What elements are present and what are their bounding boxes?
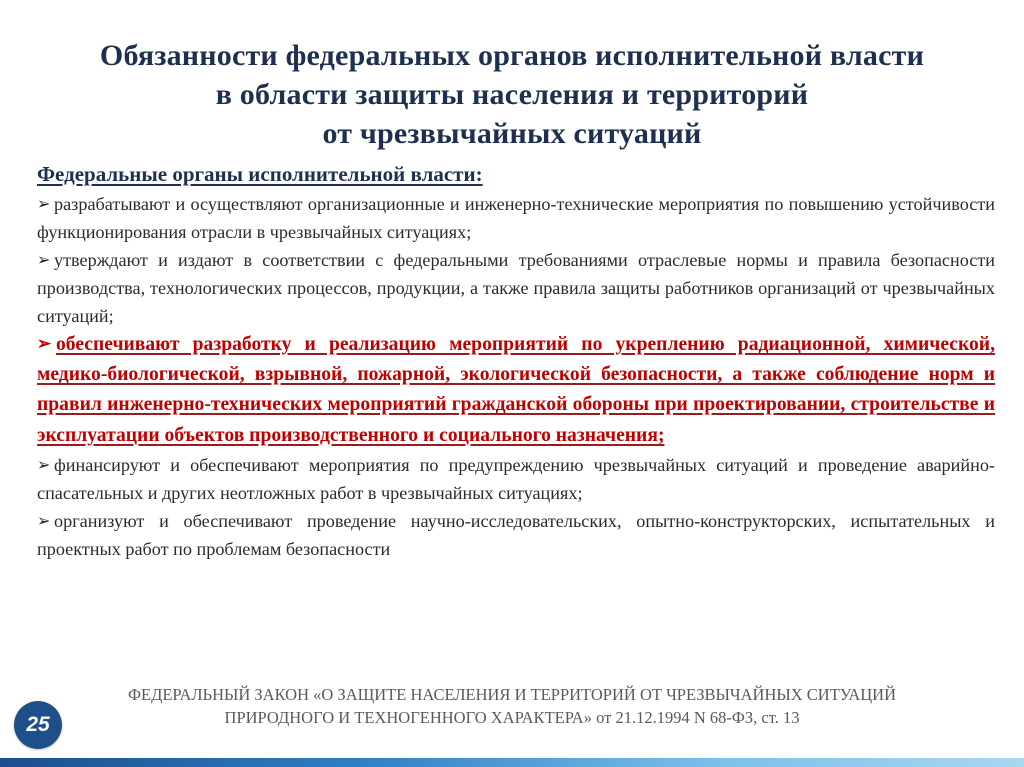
section-subheading: Федеральные органы исполнительной власти: <box>37 162 483 186</box>
list-item-text: обеспечивают разработку и реализацию мероприятий по укреплению радиационной, химической, медико-биологической, взрывной, пожарной, экологической безопасности, а также соблюдение норм и правил инженерно-технических мероприятий гражданской обороны при проектировании, строительстве и эксплуатации объектов производственного и социального назначения; <box>37 334 995 446</box>
footer-line-2: ПРИРОДНОГО И ТЕХНОГЕННОГО ХАРАКТЕРА» от 21.12.1994 N 68-ФЗ, ст. 13 <box>224 708 800 727</box>
page-number-badge: 25 <box>14 701 62 749</box>
list-item-text: финансируют и обеспечивают мероприятия по предупреждению чрезвычайных ситуаций и проведение аварийно-спасательных и других неотложных работ в чрезвычайных ситуациях; <box>37 454 995 503</box>
arrow-bullet-icon: ➢ <box>37 334 52 353</box>
list-item-2 <box>37 246 995 330</box>
list-item-5 <box>37 507 995 563</box>
title-line-2: в области защиты населения и территорий <box>215 78 809 111</box>
list-item-4 <box>37 451 995 507</box>
page-title <box>30 36 994 153</box>
list-item-3-highlighted <box>37 330 995 451</box>
arrow-bullet-icon: ➢ <box>37 512 51 530</box>
arrow-bullet-icon: ➢ <box>37 252 51 269</box>
bottom-gradient-bar <box>0 758 1024 767</box>
footer-line-1: ФЕДЕРАЛЬНЫЙ ЗАКОН «О ЗАЩИТЕ НАСЕЛЕНИЯ И ТЕРРИТОРИЙ ОТ ЧРЕЗВЫЧАЙНЫХ СИТУАЦИЙ <box>127 685 897 704</box>
title-line-3: от чрезвычайных ситуаций <box>322 117 702 150</box>
list-item-text: разрабатывают и осуществляют организационные и инженерно-технические мероприятия по повышению устойчивости функционирования отрасли в чрезвычайных ситуациях; <box>37 194 995 242</box>
arrow-bullet-icon: ➢ <box>37 456 51 474</box>
law-citation-footer <box>40 683 984 729</box>
list-item-text: утверждают и издают в соответствии с федеральными требованиями отраслевые нормы и правила безопасности производства, технологических процессов, продукции, а также правила защиты работников организаций от чрезвычайных ситуаций; <box>37 250 995 326</box>
title-line-1: Обязанности федеральных органов исполнительной власти <box>99 39 925 72</box>
content-body <box>37 160 995 563</box>
list-item-text: организуют и обеспечивают проведение научно-исследовательских, опытно-конструкторских, испытательных и проектных работ по проблемам безопасности <box>37 510 995 559</box>
list-item-1 <box>37 190 995 246</box>
arrow-bullet-icon: ➢ <box>37 196 51 213</box>
